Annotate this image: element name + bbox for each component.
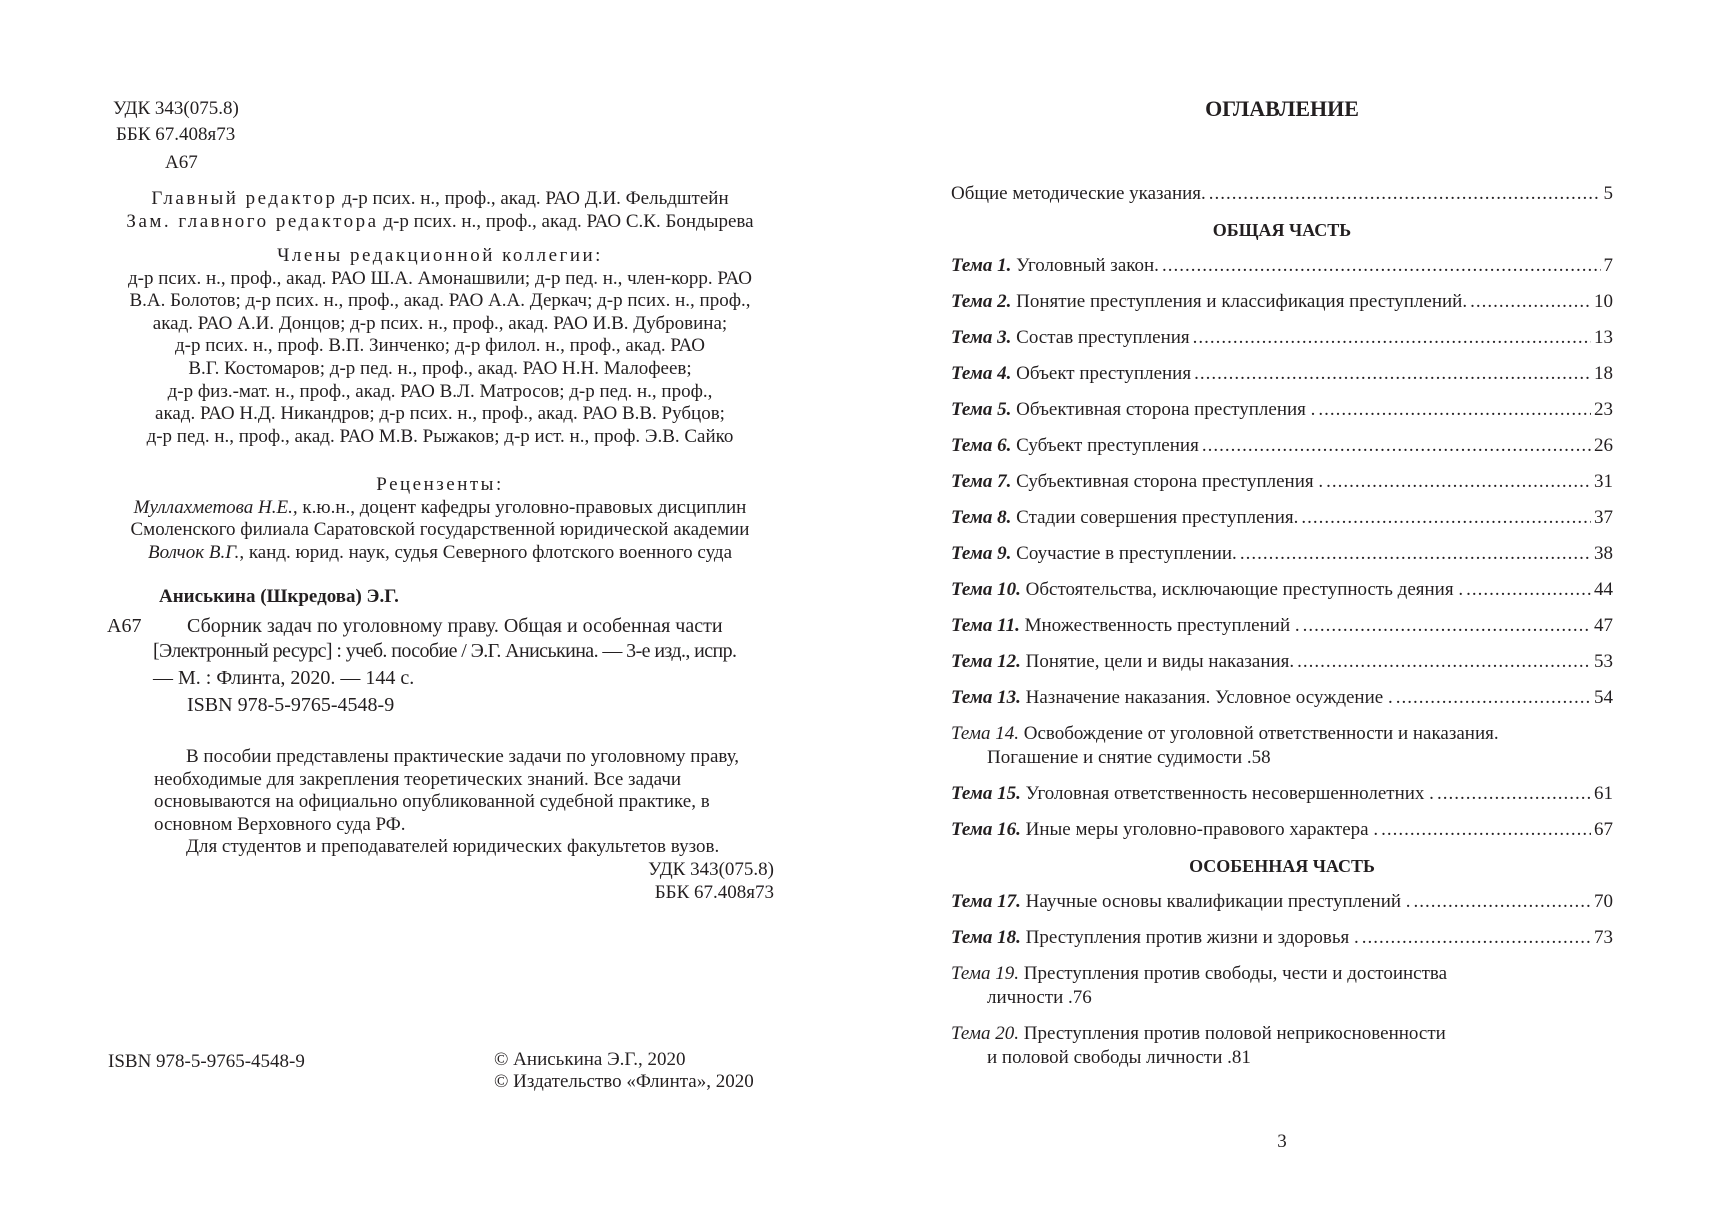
topic-number: Тема 6. [951, 435, 1012, 456]
copyright-publisher: © Издательство «Флинта», 2020 [494, 1071, 754, 1092]
toc-entry[interactable] [951, 686, 1613, 710]
toc-entry-label [951, 182, 1206, 206]
toc-entry-label [951, 578, 1463, 602]
topic-title: Преступления против половой неприкосновенности [1023, 1023, 1446, 1044]
reviewer-2: Волчок В.Г., канд. юрид. наук, судья Северного флотского военного суда [147, 541, 732, 563]
intro-label: Общие методические указания. [951, 183, 1206, 204]
deputy-editor: Зам. главного редактора д-р псих. н., проф., акад. РАО С.К. Бондырева [126, 210, 754, 232]
toc-entry[interactable] [951, 926, 1613, 950]
toc-entry[interactable] [951, 290, 1613, 314]
toc-entry-page: 47 [1594, 615, 1613, 636]
abstract-line: необходимые для закрепления теоретических знаний. Все задачи [154, 768, 682, 790]
reviewer-1: Муллахметова Н.Е., к.ю.н., доцент кафедры уголовно-правовых дисциплин [133, 496, 747, 518]
abstract-line: основываются на официально опубликованной судебной практике, в [154, 791, 710, 813]
author-mark: А67 [165, 152, 198, 173]
board-line: д-р псих. н., проф., акад. РАО Ш.А. Амонашвили; д-р пед. н., член-корр. РАО [128, 267, 752, 289]
toc-entry[interactable] [951, 254, 1613, 278]
toc-entry-page: 81 [1231, 1047, 1251, 1068]
dot-leader [1414, 890, 1591, 914]
toc-entry-label [951, 326, 1190, 350]
abstract-line: В пособии представлены практические задачи по уголовному праву, [186, 746, 740, 767]
topic-title: Научные основы квалификации преступлений . [1025, 891, 1411, 912]
toc-entry[interactable] [951, 818, 1613, 842]
topic-title: Освобождение от уголовной ответственности и наказания. [1023, 723, 1499, 744]
dot-leader [1470, 290, 1591, 314]
dot-leader [1202, 434, 1591, 458]
toc-entry-page: 26 [1594, 435, 1613, 456]
topic-number: Тема 11. [951, 615, 1020, 636]
toc-entry-label [951, 542, 1237, 566]
udk-right: УДК 343(075.8) [648, 858, 774, 880]
toc-entry-label [987, 986, 1073, 1010]
topic-title-cont: личности . [987, 987, 1073, 1008]
topic-number: Тема 18. [951, 927, 1021, 948]
editorial-board [100, 245, 780, 448]
toc-entry-label [951, 962, 1613, 986]
topic-number: Тема 3. [951, 327, 1012, 348]
toc-entry-label [951, 614, 1300, 638]
biblio-code: А67 [107, 615, 142, 637]
toc-entry-page: 13 [1594, 327, 1613, 348]
dot-leader [1326, 470, 1591, 494]
topic-number: Тема 15. [951, 783, 1021, 804]
topic-title: Стадии совершения преступления. [1016, 507, 1299, 528]
biblio-line-2: [Электронный ресурс] : учеб. пособие / Э.Г. Аниськина. — 3-е изд., испр. [153, 640, 737, 662]
topic-title: Субъект преступления [1016, 435, 1199, 456]
topic-number: Тема 17. [951, 891, 1021, 912]
topic-number: Тема 12. [951, 651, 1021, 672]
toc-entry[interactable] [951, 182, 1613, 206]
dot-leader [1362, 926, 1591, 950]
toc-entry-page: 31 [1594, 471, 1613, 492]
topic-title: Назначение наказания. Условное осуждение . [1025, 687, 1393, 708]
toc-entry-page: 67 [1594, 819, 1613, 840]
topic-title: Состав преступления [1016, 327, 1190, 348]
topic-number: Тема 4. [951, 363, 1012, 384]
topic-title: Соучастие в преступлении. [1016, 543, 1237, 564]
toc-entry-label [987, 746, 1252, 770]
toc-entry-label [951, 470, 1323, 494]
dot-leader [1466, 578, 1591, 602]
topic-title: Субъективная сторона преступления . [1016, 471, 1324, 492]
toc-entry-label [987, 1046, 1232, 1070]
toc-entry[interactable] [951, 326, 1613, 350]
toc-entry[interactable] [951, 1022, 1613, 1070]
board-line: д-р пед. н., проф., акад. РАО М.В. Рыжаков; д-р ист. н., проф. Э.В. Сайко [146, 425, 734, 447]
table-of-contents [951, 182, 1613, 1082]
dot-leader [1318, 398, 1591, 422]
toc-entry-label [951, 506, 1298, 530]
board-line: В.А. Болотов; д-р псих. н., проф., акад. РАО А.А. Деркач; д-р псих. н., проф., [129, 290, 751, 312]
abstract-line: основном Верховного суда РФ. [154, 813, 406, 835]
isbn: ISBN 978-5-9765-4548-9 [108, 1051, 305, 1072]
toc-entry-label [951, 890, 1411, 914]
toc-entry-label [951, 926, 1359, 950]
toc-entry-page: 23 [1594, 399, 1613, 420]
toc-entry-label [951, 782, 1434, 806]
topic-title: Множественность преступлений . [1024, 615, 1300, 636]
page-number: 3 [1277, 1131, 1287, 1152]
toc-entry-page: 58 [1251, 747, 1271, 768]
toc-entry-label [951, 434, 1199, 458]
toc-entry-page: 70 [1594, 891, 1613, 912]
topic-title: Уголовная ответственность несовершеннолетних . [1025, 783, 1434, 804]
toc-entry[interactable] [951, 890, 1613, 914]
toc-entry-label [951, 290, 1467, 314]
topic-title: Понятие преступления и классификация преступлений. [1016, 291, 1468, 312]
toc-entry-page: 44 [1594, 579, 1613, 600]
section-heading: ОБЩАЯ ЧАСТЬ [1212, 220, 1352, 240]
topic-number: Тема 10. [951, 579, 1021, 600]
reviewers [100, 474, 780, 564]
toc-entry[interactable] [951, 578, 1613, 602]
dot-leader [1301, 506, 1591, 530]
toc-entry-page: 7 [1603, 255, 1613, 276]
dot-leader [1396, 686, 1591, 710]
editors [100, 188, 780, 233]
board-line: акад. РАО Н.Д. Никандров; д-р псих. н., проф., акад. РАО В.В. Рубцов; [155, 403, 725, 425]
topic-number: Тема 13. [951, 687, 1021, 708]
toc-entry-label [951, 398, 1315, 422]
dot-leader [1303, 614, 1591, 638]
biblio-isbn: ISBN 978-5-9765-4548-9 [187, 694, 395, 716]
toc-entry-page: 37 [1594, 507, 1613, 528]
author-name: Аниськина (Шкредова) Э.Г. [159, 586, 399, 607]
toc-entry[interactable] [951, 506, 1613, 530]
toc-entry-label [951, 362, 1191, 386]
toc-entry-page: 76 [1072, 987, 1092, 1008]
toc-entry[interactable] [951, 650, 1613, 674]
biblio-title: Сборник задач по уголовному праву. Общая и особенная части [187, 615, 723, 637]
topic-number: Тема 5. [951, 399, 1012, 420]
toc-entry[interactable] [951, 782, 1613, 806]
topic-title: Объект преступления [1016, 363, 1192, 384]
toc-entry-label [951, 1022, 1613, 1046]
topic-number: Тема 19. [951, 963, 1019, 984]
toc-entry-page: 54 [1594, 687, 1613, 708]
dot-leader [1381, 818, 1591, 842]
topic-title: Преступления против жизни и здоровья . [1025, 927, 1359, 948]
dot-leader [1209, 182, 1601, 206]
bbk-code: ББК 67.408я73 [116, 124, 236, 145]
toc-entry-page: 61 [1594, 783, 1613, 804]
toc-entry-label [951, 818, 1378, 842]
dot-leader [1193, 326, 1591, 350]
toc-entry-page: 5 [1603, 183, 1613, 204]
toc-entry-continuation[interactable] [951, 746, 1613, 770]
copyright-author: © Аниськина Э.Г., 2020 [494, 1049, 686, 1070]
toc-entry-page: 18 [1594, 363, 1613, 384]
toc-entry-page: 73 [1594, 927, 1613, 948]
toc-entry-page: 10 [1594, 291, 1613, 312]
board-line: акад. РАО А.И. Донцов; д-р псих. н., проф., акад. РАО И.В. Дубровина; [152, 312, 728, 334]
topic-title: Понятие, цели и виды наказания. [1025, 651, 1295, 672]
section-heading: ОСОБЕННАЯ ЧАСТЬ [1189, 856, 1375, 876]
udk-code: УДК 343(075.8) [113, 98, 239, 119]
topic-title: Иные меры уголовно-правового характера . [1025, 819, 1379, 840]
toc-title: ОГЛАВЛЕНИЕ [1205, 96, 1359, 121]
topic-number: Тема 20. [951, 1023, 1019, 1044]
toc-entry-label [951, 254, 1159, 278]
toc-entry[interactable] [951, 614, 1613, 638]
topic-title-cont: и половой свободы личности . [987, 1047, 1232, 1068]
dot-leader [1240, 542, 1591, 566]
toc-entry-label [951, 650, 1294, 674]
board-line: д-р физ.-мат. н., проф., акад. РАО В.Л. Матросов; д-р пед. н., проф., [167, 380, 713, 402]
topic-number: Тема 16. [951, 819, 1021, 840]
toc-entry-label [951, 722, 1613, 746]
topic-number: Тема 9. [951, 543, 1012, 564]
toc-entry-label [951, 686, 1393, 710]
toc-entry[interactable] [951, 398, 1613, 422]
biblio-line-3: — М. : Флинта, 2020. — 144 с. [153, 667, 415, 689]
bbk-right: ББК 67.408я73 [654, 881, 774, 903]
reviewers-heading: Рецензенты: [376, 474, 504, 495]
toc-entry-page: 53 [1594, 651, 1613, 672]
topic-title: Обстоятельства, исключающие преступность деяния . [1025, 579, 1464, 600]
toc-entry[interactable] [951, 542, 1613, 566]
topic-title: Уголовный закон. [1016, 255, 1159, 276]
toc-entry[interactable] [951, 434, 1613, 458]
topic-number: Тема 7. [951, 471, 1012, 492]
toc-entry[interactable] [951, 722, 1613, 770]
abstract-line: Для студентов и преподавателей юридических факультетов вузов. [186, 836, 720, 858]
reviewer-1-affiliation: Смоленского филиала Саратовской государственной юридической академии [130, 519, 750, 541]
toc-entry-continuation[interactable] [951, 1046, 1613, 1070]
dot-leader [1437, 782, 1591, 806]
chief-editor: Главный редактор д-р псих. н., проф., акад. РАО Д.И. Фельдштейн [151, 188, 729, 209]
dot-leader [1194, 362, 1591, 386]
topic-title: Объективная сторона преступления . [1016, 399, 1316, 420]
topic-title-cont: Погашение и снятие судимости . [987, 747, 1252, 768]
toc-entry[interactable] [951, 962, 1613, 1010]
toc-entry[interactable] [951, 470, 1613, 494]
dot-leader [1297, 650, 1591, 674]
topic-number: Тема 2. [951, 291, 1012, 312]
board-line: д-р псих. н., проф. В.П. Зинченко; д-р филол. н., проф., акад. РАО [174, 335, 706, 357]
topic-number: Тема 14. [951, 723, 1019, 744]
board-heading: Члены редакционной коллегии: [277, 245, 603, 266]
toc-entry-page: 38 [1594, 543, 1613, 564]
toc-entry-continuation[interactable] [951, 986, 1613, 1010]
dot-leader [1162, 254, 1601, 278]
topic-number: Тема 8. [951, 507, 1012, 528]
abstract [154, 746, 774, 904]
topic-title: Преступления против свободы, чести и достоинства [1023, 963, 1448, 984]
topic-number: Тема 1. [951, 255, 1012, 276]
board-line: В.Г. Костомаров; д-р пед. н., проф., акад. РАО Н.Н. Малофеев; [188, 357, 692, 379]
toc-entry[interactable] [951, 362, 1613, 386]
